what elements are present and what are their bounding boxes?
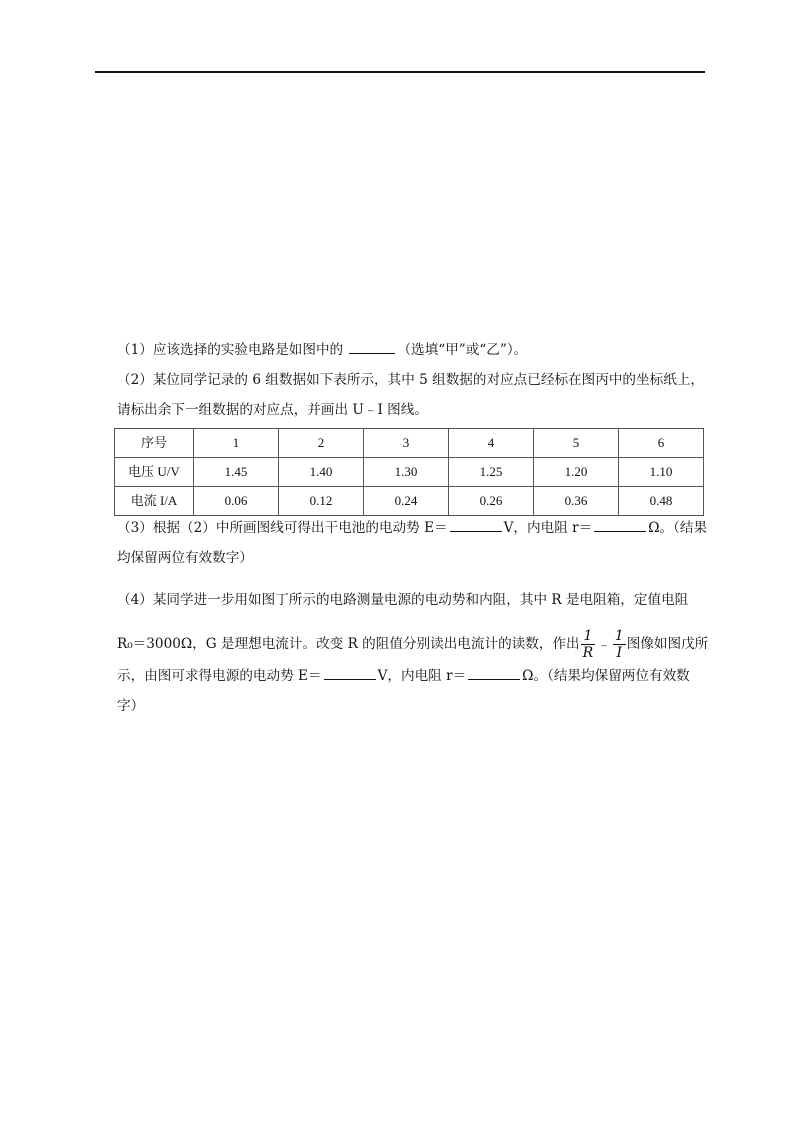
fraction-1-numerator: 1 (581, 628, 596, 645)
fraction-2-denominator: I (616, 645, 622, 661)
question-1 (117, 338, 709, 362)
table-cell: 2 (279, 429, 364, 458)
table-cell: 1.20 (534, 458, 619, 487)
question-content (117, 338, 709, 718)
table-cell: 0.06 (194, 487, 279, 516)
data-table (114, 428, 704, 516)
q3-emf-blank[interactable] (450, 519, 502, 532)
fraction-2-numerator: 1 (614, 628, 624, 644)
q1-text-before: （1）应该选择的实验电路是如图中的 (117, 342, 348, 358)
question-4-line-1: （4）某同学进一步用如图丁所示的电路测量电源的电动势和内阻，其中 R 是电阻箱，定值电阻 (117, 592, 689, 608)
table-row-label: 序号 (115, 429, 194, 458)
minus-sign: ﹣ (597, 636, 611, 653)
table-row (115, 487, 704, 516)
question-3-line-1 (117, 516, 709, 540)
q3-part-1: （3）根据（2）中所画图线可得出干电池的电动势 E＝ (117, 520, 448, 536)
table-cell: 0.26 (449, 487, 534, 516)
q4-line-3-part-1: 示，由图可求得电源的电动势 E＝ (117, 668, 322, 684)
q4-emf-blank[interactable] (324, 667, 376, 680)
table-cell: 1.30 (364, 458, 449, 487)
table-cell: 3 (364, 429, 449, 458)
q1-text-after: （选填“甲”或“乙”）。 (397, 342, 528, 358)
table-cell: 0.12 (279, 487, 364, 516)
q4-resistance-blank[interactable] (468, 667, 520, 680)
table-row-label: 电流 I/A (115, 487, 194, 516)
table-cell: 1 (194, 429, 279, 458)
q4-line-3-part-2: V，内电阻 r＝ (377, 668, 467, 684)
question-4-line-2 (117, 624, 709, 664)
table-cell: 5 (534, 429, 619, 458)
q3-part-2: V，内电阻 r＝ (503, 520, 593, 536)
question-3-line-2: 均保留两位有效数字） (117, 550, 253, 566)
question-2-line-1: （2）某位同学记录的 6 组数据如下表所示，其中 5 组数据的对应点已经标在图丙中的坐标纸上， (117, 372, 704, 388)
q4-line-2-before: R₀＝3000Ω，G 是理想电流计。改变 R 的阻值分别读出电流计的读数，作出 (117, 636, 580, 652)
table-cell: 1.40 (279, 458, 364, 487)
table-row-label: 电压 U/V (115, 458, 194, 487)
table-cell: 6 (619, 429, 704, 458)
fraction-1-denominator: R (582, 645, 594, 661)
q4-line-3-part-3: Ω。（结果均保留两位有效数 (522, 668, 690, 684)
q4-line-2-after: 图像如图戊所 (626, 636, 709, 652)
fraction-1-over-i (613, 628, 626, 661)
table-row (115, 458, 704, 487)
q1-answer-blank[interactable] (349, 341, 395, 354)
header-rule (95, 71, 705, 73)
table-row (115, 429, 704, 458)
table-cell: 4 (449, 429, 534, 458)
fraction-1-over-r (581, 628, 596, 661)
q3-resistance-blank[interactable] (594, 519, 646, 532)
data-table-wrapper (114, 428, 709, 516)
question-2-line-2: 请标出余下一组数据的对应点，并画出 U﹣I 图线。 (117, 402, 428, 418)
table-cell: 0.36 (534, 487, 619, 516)
question-4-line-3 (117, 664, 709, 688)
question-4-line-4: 字） (117, 698, 145, 714)
q3-part-3: Ω。（结果 (648, 520, 708, 536)
table-cell: 1.10 (619, 458, 704, 487)
table-cell: 1.45 (194, 458, 279, 487)
table-cell: 1.25 (449, 458, 534, 487)
table-cell: 0.24 (364, 487, 449, 516)
table-cell: 0.48 (619, 487, 704, 516)
